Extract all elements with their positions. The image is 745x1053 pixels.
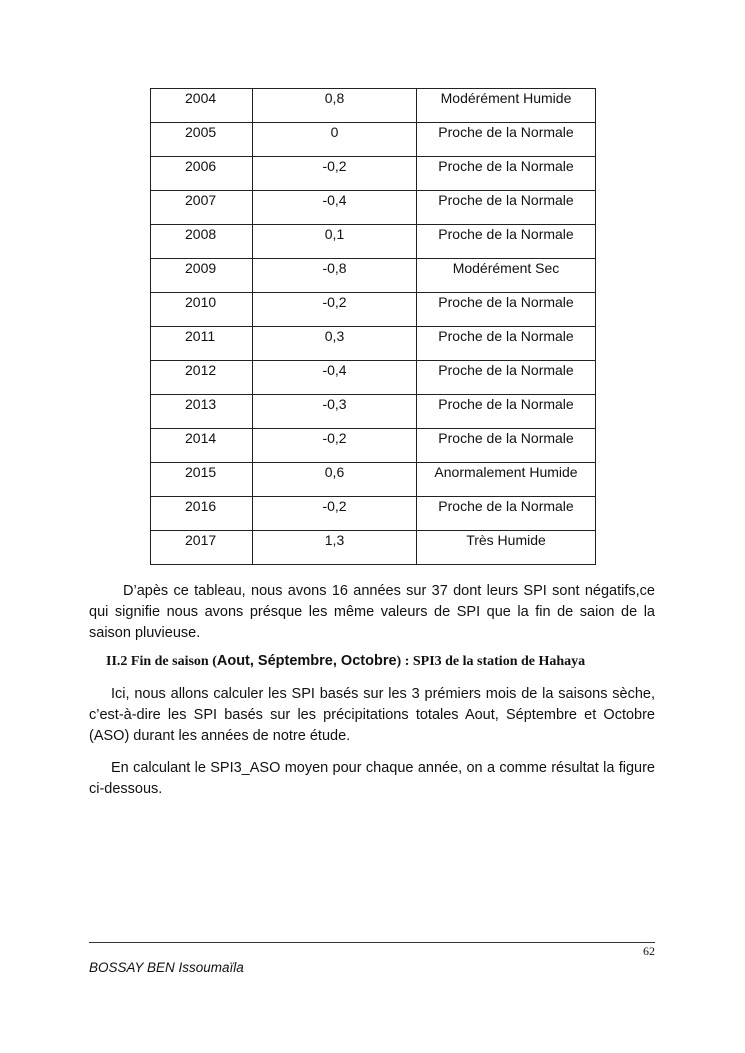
year-cell: 2007 bbox=[151, 191, 253, 225]
spi-cell: -0,3 bbox=[253, 395, 417, 429]
table-row bbox=[151, 327, 596, 361]
year-cell: 2009 bbox=[151, 259, 253, 293]
class-cell: Modérément Humide bbox=[417, 89, 596, 123]
year-cell: 2005 bbox=[151, 123, 253, 157]
paragraph-result: En calculant le SPI3_ASO moyen pour chaque année, on a comme résultat la figure ci-dessous. bbox=[89, 760, 655, 797]
spi-cell: -0,8 bbox=[253, 259, 417, 293]
spi-cell: 0,6 bbox=[253, 463, 417, 497]
heading-suffix: ) : SPI3 de la station de Hahaya bbox=[396, 654, 586, 669]
spi-table bbox=[150, 88, 596, 565]
table-row bbox=[151, 395, 596, 429]
class-cell: Proche de la Normale bbox=[417, 157, 596, 191]
spi-cell: 0 bbox=[253, 123, 417, 157]
year-cell: 2004 bbox=[151, 89, 253, 123]
year-cell: 2013 bbox=[151, 395, 253, 429]
table-row bbox=[151, 123, 596, 157]
class-cell: Proche de la Normale bbox=[417, 429, 596, 463]
year-cell: 2010 bbox=[151, 293, 253, 327]
heading-months: Aout, Séptembre, Octobre bbox=[216, 653, 397, 669]
year-cell: 2015 bbox=[151, 463, 253, 497]
table-row bbox=[151, 531, 596, 565]
spi-table-body bbox=[151, 89, 596, 565]
page-number: 62 bbox=[643, 944, 655, 958]
class-cell: Proche de la Normale bbox=[417, 327, 596, 361]
heading-prefix: II.2 Fin de saison ( bbox=[106, 654, 217, 669]
table-row bbox=[151, 157, 596, 191]
spi-cell: -0,4 bbox=[253, 191, 417, 225]
table-row bbox=[151, 89, 596, 123]
table-row bbox=[151, 497, 596, 531]
year-cell: 2011 bbox=[151, 327, 253, 361]
table-row bbox=[151, 361, 596, 395]
class-cell: Proche de la Normale bbox=[417, 225, 596, 259]
class-cell: Proche de la Normale bbox=[417, 191, 596, 225]
footer-divider bbox=[89, 942, 655, 943]
spi-cell: -0,2 bbox=[253, 293, 417, 327]
table-row bbox=[151, 225, 596, 259]
spi-cell: 0,3 bbox=[253, 327, 417, 361]
class-cell: Proche de la Normale bbox=[417, 361, 596, 395]
class-cell: Proche de la Normale bbox=[417, 293, 596, 327]
spi-cell: -0,2 bbox=[253, 429, 417, 463]
year-cell: 2014 bbox=[151, 429, 253, 463]
year-cell: 2016 bbox=[151, 497, 253, 531]
table-row bbox=[151, 463, 596, 497]
paragraph-intro: Ici, nous allons calculer les SPI basés sur les 3 prémiers mois de la saisons sèche, c’est-à-dire les SPI basés sur les précipitations totales Aout, Séptembre et Octobre (ASO) durant les années de notre étude. bbox=[89, 686, 655, 744]
spi-cell: 1,3 bbox=[253, 531, 417, 565]
section-heading bbox=[106, 653, 585, 670]
spi-cell: -0,2 bbox=[253, 497, 417, 531]
class-cell: Proche de la Normale bbox=[417, 395, 596, 429]
class-cell: Proche de la Normale bbox=[417, 123, 596, 157]
year-cell: 2017 bbox=[151, 531, 253, 565]
class-cell: Anormalement Humide bbox=[417, 463, 596, 497]
class-cell: Très Humide bbox=[417, 531, 596, 565]
year-cell: 2012 bbox=[151, 361, 253, 395]
spi-cell: -0,4 bbox=[253, 361, 417, 395]
table-row bbox=[151, 429, 596, 463]
spi-cell: 0,8 bbox=[253, 89, 417, 123]
spi-cell: 0,1 bbox=[253, 225, 417, 259]
footer-author: BOSSAY BEN Issoumaïla bbox=[89, 960, 244, 975]
class-cell: Modérément Sec bbox=[417, 259, 596, 293]
spi-cell: -0,2 bbox=[253, 157, 417, 191]
table-row bbox=[151, 259, 596, 293]
table-row bbox=[151, 191, 596, 225]
table-row bbox=[151, 293, 596, 327]
paragraph-analysis: D’apès ce tableau, nous avons 16 années sur 37 dont leurs SPI sont négatifs,ce qui signifie nous avons présque les même valeurs de SPI que la fin de saion de la saison pluvieuse. bbox=[89, 583, 655, 641]
class-cell: Proche de la Normale bbox=[417, 497, 596, 531]
year-cell: 2006 bbox=[151, 157, 253, 191]
year-cell: 2008 bbox=[151, 225, 253, 259]
